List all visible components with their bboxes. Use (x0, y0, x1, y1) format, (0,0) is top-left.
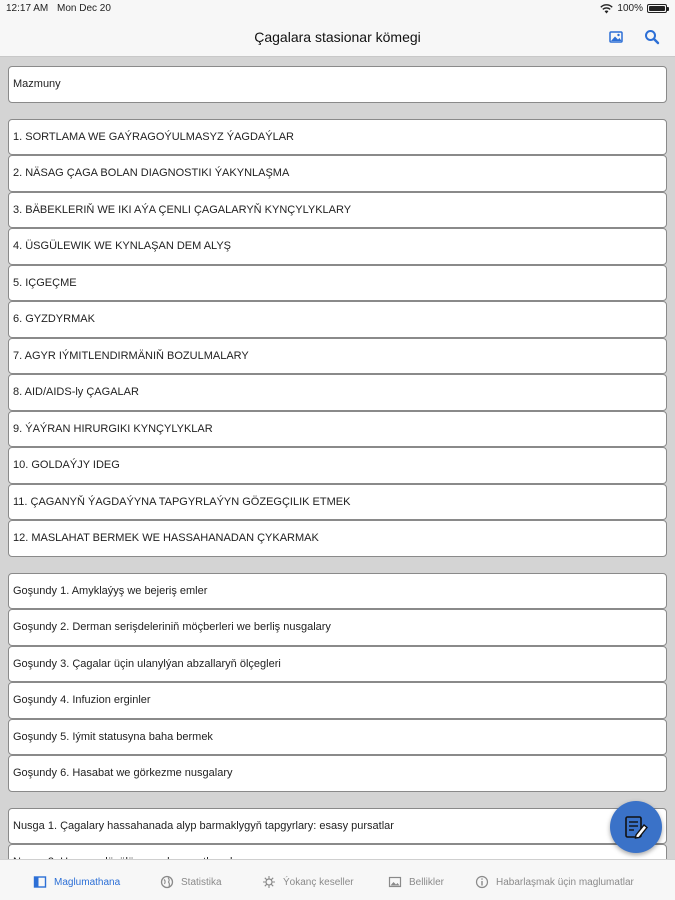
battery-icon (647, 4, 667, 13)
tab-label: Ýokanç keseller (283, 876, 354, 888)
status-date: Mon Dec 20 (57, 3, 111, 14)
page-title: Çagalara stasionar kömegi (254, 29, 421, 45)
chapter-item[interactable]: 6. GYZDYRMAK (8, 301, 667, 338)
appendices-list (0, 573, 675, 792)
tab-label: Maglumathana (54, 876, 121, 888)
search-icon[interactable] (643, 28, 661, 46)
book-icon (33, 875, 47, 889)
appendix-item[interactable]: Goşundy 3. Çagalar üçin ulanylýan abzallaryň ölçegleri (8, 646, 667, 683)
status-bar (0, 0, 675, 18)
image-icon (388, 875, 402, 889)
tab-label: Statistika (181, 876, 222, 888)
chapter-item[interactable]: 1. SORTLAMA WE GAÝRAGOÝULMASYZ ÝAGDAÝLAR (8, 119, 667, 156)
chapter-item[interactable]: 2. NÄSAG ÇAGA BOLAN DIAGNOSTIKI ÝAKYNLAŞMA (8, 155, 667, 192)
tab-label: Bellikler (409, 876, 445, 888)
appendix-item[interactable]: Goşundy 2. Derman serişdeleriniň möçberleri we berliş nusgalary (8, 609, 667, 646)
tab-maglumathana[interactable] (33, 875, 120, 889)
contents-header: Mazmuny (8, 66, 667, 103)
chapter-item[interactable]: 12. MASLAHAT BERMEK WE HASSAHANADAN ÇYKARMAK (8, 520, 667, 557)
chapters-list (0, 119, 675, 557)
tab-statistika[interactable] (160, 875, 222, 889)
content-scroll[interactable] (0, 58, 675, 859)
chapter-item[interactable]: 9. ÝAÝRAN HIRURGIKI KYNÇYLYKLAR (8, 411, 667, 448)
image-icon[interactable] (607, 28, 625, 46)
tab-habarlasmak[interactable] (475, 875, 634, 889)
tab-bellikler[interactable] (388, 875, 444, 889)
chapter-item[interactable]: 3. BÄBEKLERIŇ WE IKI AÝA ÇENLI ÇAGALARYŇ KYNÇYLYKLARY (8, 192, 667, 229)
appendix-item[interactable]: Goşundy 5. Iýmit statusyna baha bermek (8, 719, 667, 756)
tab-label: Habarlaşmak üçin maglumatlar (496, 876, 634, 888)
tab-yokanc-keseller[interactable] (262, 875, 354, 889)
info-icon (475, 875, 489, 889)
chapter-item[interactable]: 10. GOLDAÝJY IDEG (8, 447, 667, 484)
battery-percent: 100% (617, 3, 643, 14)
wifi-icon (600, 4, 613, 14)
navigation-bar (0, 18, 675, 57)
chapter-item[interactable]: 7. AGYR IÝMITLENDIRMÄNIŇ BOZULMALARY (8, 338, 667, 375)
appendix-item[interactable]: Goşundy 1. Amyklaýyş we bejeriş emler (8, 573, 667, 610)
chapter-item[interactable]: 4. ÜSGÜLEWIK WE KYNLAŞAN DEM ALYŞ (8, 228, 667, 265)
template-item[interactable]: Nusga 1. Çagalary hassahanada alyp barmaklygyň tapgyrlary: esasy pursatlar (8, 808, 667, 845)
appendix-item[interactable]: Goşundy 6. Hasabat we görkezme nusgalary (8, 755, 667, 792)
virus-icon (262, 875, 276, 889)
chapter-item[interactable]: 8. AID/AIDS-ly ÇAGALAR (8, 374, 667, 411)
add-note-button[interactable] (610, 801, 662, 853)
tab-bar (0, 859, 675, 900)
chapter-item[interactable]: 11. ÇAGANYŇ ÝAGDAÝYNA TAPGYRLAÝYN GÖZEGÇILIK ETMEK (8, 484, 667, 521)
note-edit-icon (622, 813, 650, 841)
globe-icon (160, 875, 174, 889)
appendix-item[interactable]: Goşundy 4. Infuzion erginler (8, 682, 667, 719)
status-time: 12:17 AM (6, 3, 49, 14)
status-right (600, 3, 667, 14)
chapter-item[interactable]: 5. IÇGEÇME (8, 265, 667, 302)
contents-header-section (0, 58, 675, 103)
